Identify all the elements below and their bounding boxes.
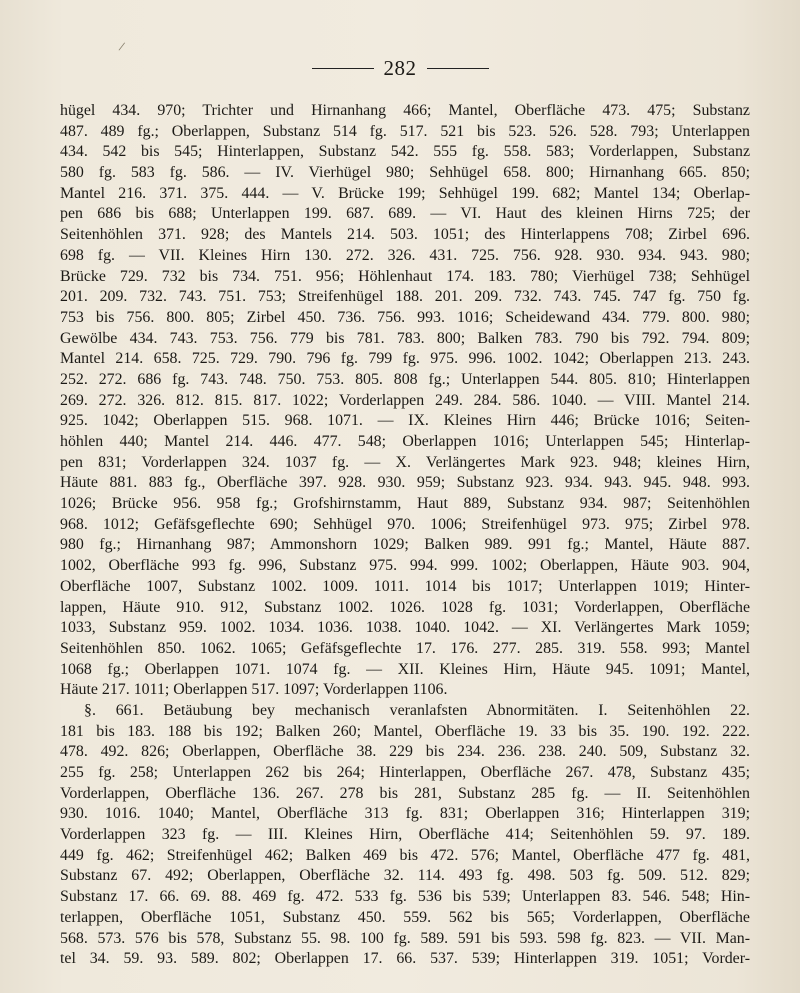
text-line: Substanz 17. 66. 69. 88. 469 fg. 472. 533 fg. 536 bis 539; Unterlappen 83. 546. 548; Hin- [60,888,750,906]
text-line: Seitenhöhlen 850. 1062. 1065; Gefäfsgeflechte 17. 176. 277. 285. 319. 558. 993; Mantel [60,639,750,657]
text-line: 1033, Substanz 959. 1002. 1034. 1036. 1038. 1040. 1042. — XI. Verlängertes Mark 1059; [60,619,750,637]
header-rule-left [312,68,374,69]
page-number: 282 [383,56,417,80]
text-line: 487. 489 fg.; Oberlappen, Substanz 514 fg. 517. 521 bis 523. 526. 528. 793; Unterlappen [60,122,750,140]
text-line: lappen, Häute 910. 912, Substanz 1002. 1026. 1028 fg. 1031; Vorderlappen, Oberfläche [60,598,750,616]
text-line: höhlen 440; Mantel 214. 446. 477. 548; Oberlappen 1016; Unterlappen 545; Hinterlap- [60,433,750,450]
text-line: 1068 fg.; Oberlappen 1071. 1074 fg. — XII. Kleines Hirn, Häute 945. 1091; Mantel, [60,660,750,678]
text-line: 478. 492. 826; Oberlappen, Oberfläche 38. 229 bis 234. 236. 238. 240. 509, Substanz 32. [60,743,750,761]
text-line: pen 686 bis 688; Unterlappen 199. 687. 689. — VI. Haut des kleinen Hirns 725; der [60,205,750,223]
text-line: 925. 1042; Oberlappen 515. 968. 1071. — IX. Kleines Hirn 446; Brücke 1016; Seiten- [60,412,750,430]
text-line: Häute 217. 1011; Oberlappen 517. 1097; Vorderlappen 1106. [60,681,448,699]
text-line: hügel 434. 970; Trichter und Hirnanhang 466; Mantel, Oberfläche 473. 475; Substanz [60,102,750,119]
text-line: Vorderlappen 323 fg. — III. Kleines Hirn, Oberfläche 414; Seitenhöhlen 59. 97. 189. [60,826,750,844]
text-line: Brücke 729. 732 bis 734. 751. 956; Höhlenhaut 174. 183. 780; Vierhügel 738; Sehhügel [60,267,750,285]
text-line: Substanz 67. 492; Oberlappen, Oberfläche 32. 114. 493 fg. 498. 503 fg. 509. 512. 829; [60,867,750,885]
text-line: pen 831; Vorderlappen 324. 1037 fg. — X. Verlängertes Mark 923. 948; kleines Hirn, [60,453,750,471]
text-line: Mantel 214. 658. 725. 729. 790. 796 fg. 799 fg. 975. 996. 1002. 1042; Oberlappen 213. 243. [60,350,750,368]
text-line: 568. 573. 576 bis 578, Substanz 55. 98. 100 fg. 589. 591 bis 593. 598 fg. 823. — VII. Man- [60,929,750,947]
text-line: 980 fg.; Hirnanhang 987; Ammonshorn 1029; Balken 989. 991 fg.; Mantel, Häute 887. [60,536,750,554]
text-line: 181 bis 183. 188 bis 192; Balken 260; Mantel, Oberfläche 19. 33 bis 35. 190. 192. 222. [60,722,750,740]
text-line: tel 34. 59. 93. 589. 802; Oberlappen 17. 66. 537. 539; Hinterlappen 319. 1051; Vorder- [60,950,750,968]
text-line: 930. 1016. 1040; Mantel, Oberfläche 313 fg. 831; Oberlappen 316; Hinterlappen 319; [60,805,750,823]
page-header [0,56,800,81]
text-line: Gewölbe 434. 743. 753. 756. 779 bis 781. 783. 800; Balken 783. 790 bis 792. 794. 809; [60,329,750,347]
text-line: 449 fg. 462; Streifenhügel 462; Balken 469 bis 472. 576; Mantel, Oberfläche 477 fg. 481, [60,846,750,864]
text-line: 1026; Brücke 956. 958 fg.; Grofshirnstamm, Haut 889, Substanz 934. 987; Seitenhöhlen [60,495,750,513]
edge-mark: / [117,39,126,54]
text-line: 434. 542 bis 545; Hinterlappen, Substanz 542. 555 fg. 558. 583; Vorderlappen, Substanz [60,143,750,161]
header-rule-right [427,68,489,69]
text-line: Vorderlappen, Oberfläche 136. 267. 278 bis 281, Substanz 285 fg. — II. Seitenhöhlen [60,784,750,802]
text-line: Seitenhöhlen 371. 928; des Mantels 214. 503. 1051; des Hinterlappens 708; Zirbel 696. [60,226,750,244]
text-line: 753 bis 756. 800. 805; Zirbel 450. 736. 756. 993. 1016; Scheidewand 434. 779. 800. 980; [60,308,750,326]
text-line: Oberfläche 1007, Substanz 1002. 1009. 1011. 1014 bis 1017; Unterlappen 1019; Hinter- [60,577,750,595]
text-line: 968. 1012; Gefäfsgeflechte 690; Sehhügel 970. 1006; Streifenhügel 973. 975; Zirbel 978. [60,515,750,533]
text-line: Häute 881. 883 fg., Oberfläche 397. 928. 930. 959; Substanz 923. 934. 943. 945. 948. 993. [60,474,750,492]
text-line: 255 fg. 258; Unterlappen 262 bis 264; Hinterlappen, Oberfläche 267. 478, Substanz 435; [60,764,750,781]
text-line: 580 fg. 583 fg. 586. — IV. Vierhügel 980; Sehhügel 658. 800; Hirnanhang 665. 850; [60,164,750,182]
text-line: 201. 209. 732. 743. 751. 753; Streifenhügel 188. 201. 209. 732. 743. 745. 747 fg. 750 fg. [60,288,750,306]
text-line: terlappen, Oberfläche 1051, Substanz 450. 559. 562 bis 565; Vorderlappen, Oberfläche [60,908,750,926]
text-line: 269. 272. 326. 812. 815. 817. 1022; Vorderlappen 249. 284. 586. 1040. — VIII. Mantel 214. [60,391,750,409]
text-line: 698 fg. — VII. Kleines Hirn 130. 272. 326. 431. 725. 756. 928. 930. 934. 943. 980; [60,246,750,264]
text-line: 1002, Oberfläche 993 fg. 996, Substanz 975. 994. 999. 1002; Oberlappen, Häute 903. 904, [60,557,750,575]
text-line: Mantel 216. 371. 375. 444. — V. Brücke 199; Sehhügel 199. 682; Mantel 134; Oberlap- [60,184,750,202]
body-text [60,101,750,970]
text-line: 252. 272. 686 fg. 743. 748. 750. 753. 805. 808 fg.; Unterlappen 544. 805. 810; Hinterlappen [60,370,750,388]
text-line: §. 661. Betäubung bey mechanisch veranlafsten Abnormitäten. I. Seitenhöhlen 22. [84,701,750,719]
